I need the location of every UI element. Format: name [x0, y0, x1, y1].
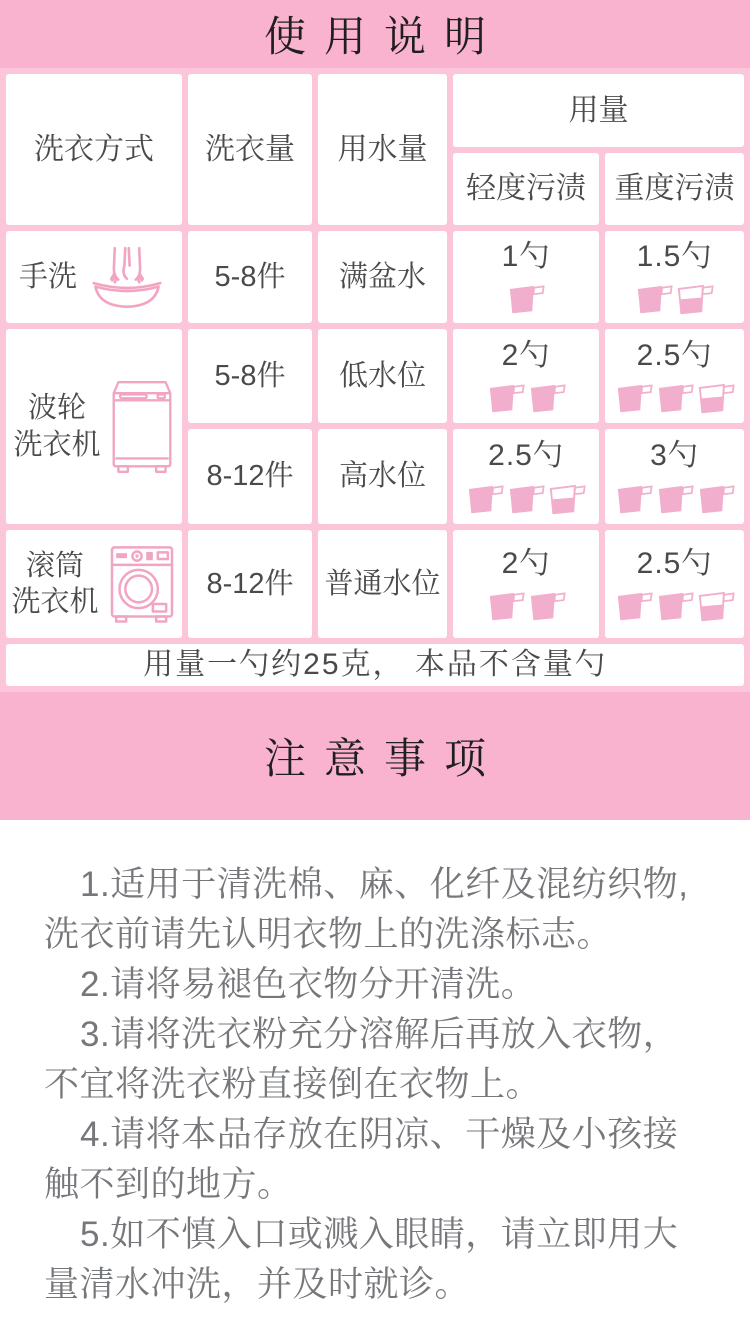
notice-item-1: 1.适用于清洗棉、麻、化纤及混纺织物,洗衣前请先认明衣物上的洗涤标志。	[44, 865, 689, 954]
drum-label-line1: 滚筒	[25, 549, 84, 582]
pulsator-label	[13, 390, 100, 463]
dosage-amount-label: 2勺	[501, 546, 551, 580]
col-header-water: 用水量	[318, 74, 447, 225]
pulsator-washer-icon	[109, 376, 175, 478]
handwash-load: 5-8件	[188, 231, 312, 323]
notice-item-3: 3.请将洗衣粉充分溶解后再放入衣物，不宜将洗衣粉直接倒在衣物上。	[44, 1015, 679, 1104]
dosage-amount-label: 2勺	[501, 338, 551, 372]
notice-item-5: 5.如不慎入口或溅入眼睛，请立即用大量清水冲洗，并及时就诊。	[44, 1215, 679, 1304]
notice-title-band	[0, 692, 750, 820]
notice-list	[0, 820, 750, 1310]
table-row-pulsator-method	[6, 329, 182, 524]
scoop-icons	[507, 278, 545, 320]
table-row-drum-method	[6, 530, 182, 638]
col-header-dosage: 用量	[453, 74, 744, 147]
scoop-icons	[487, 585, 566, 627]
drum-water: 普通水位	[318, 530, 447, 638]
scoop-icons	[615, 377, 735, 419]
notice-item-2: 2.请将易褪色衣物分开清洗。	[80, 965, 537, 1004]
scoop-icons	[635, 278, 714, 320]
handwash-water: 满盆水	[318, 231, 447, 323]
pulsator-label-line2: 洗衣机	[13, 428, 101, 461]
drum-light-dosage	[453, 530, 599, 638]
handwash-heavy-dosage	[605, 231, 744, 323]
pulsator-high-water: 高水位	[318, 429, 447, 524]
drum-label-line2: 洗衣机	[11, 586, 99, 618]
col-header-load: 洗衣量	[188, 74, 312, 225]
pulsator-low-load: 5-8件	[188, 329, 312, 423]
scoop-icons	[615, 585, 735, 627]
scoop-icons	[466, 478, 586, 520]
scoop-icons	[615, 478, 735, 520]
handwash-icon	[85, 242, 169, 312]
dosage-amount-label: 3勺	[650, 439, 699, 473]
pulsator-low-water: 低水位	[318, 329, 447, 423]
table-row-handwash-method	[6, 231, 182, 323]
drum-label	[11, 548, 98, 621]
pulsator-label-line1: 波轮	[27, 392, 86, 425]
dosage-table	[0, 68, 750, 692]
notice-item-4: 4.请将本品存放在阴凉、干燥及小孩接触不到的地方。	[44, 1115, 679, 1204]
notice-title: 注意事项	[263, 735, 504, 782]
pulsator-low-heavy-dosage	[605, 329, 744, 423]
dosage-amount-label: 2.5勺	[488, 439, 564, 473]
dosage-amount-label: 1.5勺	[636, 239, 713, 273]
usage-title-band	[0, 0, 750, 68]
pulsator-high-light-dosage	[453, 429, 599, 524]
page-title: 使用说明	[263, 13, 504, 60]
dosage-note: 用量一勺约25克， 本品不含量勺	[6, 644, 744, 686]
dosage-amount-label: 2.5勺	[636, 338, 713, 372]
pulsator-high-load: 8-12件	[188, 429, 312, 524]
drum-heavy-dosage	[605, 530, 744, 638]
col-header-heavy-stain: 重度污渍	[605, 153, 744, 225]
dosage-amount-label: 1勺	[501, 239, 551, 273]
handwash-label: 手洗	[18, 260, 77, 293]
pulsator-low-light-dosage	[453, 329, 599, 423]
handwash-light-dosage	[453, 231, 599, 323]
col-header-light-stain: 轻度污渍	[453, 153, 599, 225]
dosage-amount-label: 2.5勺	[636, 546, 713, 580]
drum-washer-icon	[107, 543, 177, 625]
scoop-icons	[487, 377, 566, 419]
pulsator-high-heavy-dosage	[605, 429, 744, 524]
col-header-wash-method: 洗衣方式	[6, 74, 182, 225]
drum-load: 8-12件	[188, 530, 312, 638]
